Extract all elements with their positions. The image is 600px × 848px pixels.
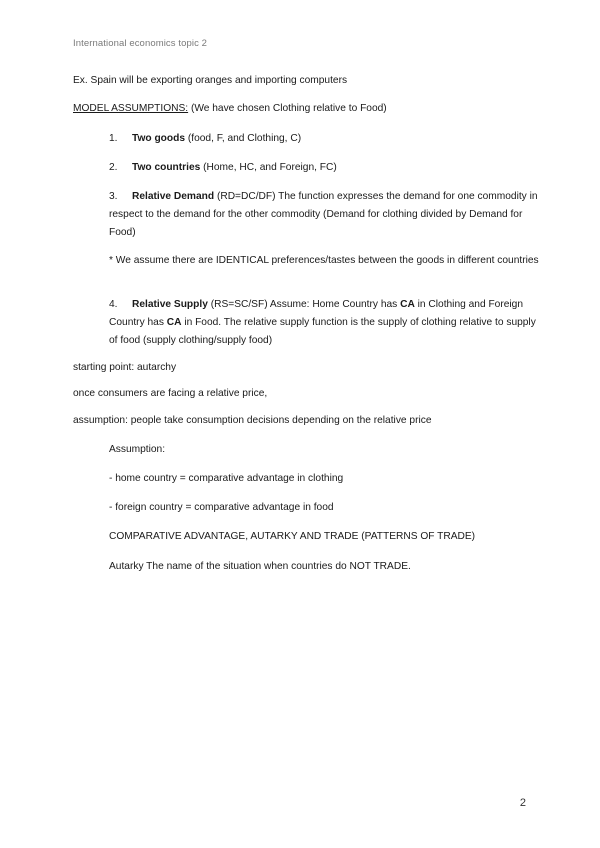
- item-text: (RD=DC/DF) The function expresses the demand for one commodity in respect to the demand for the other commodity (Demand for clothing divided by Demand for Food): [109, 191, 538, 238]
- item-text: (food, F, and Clothing, C): [185, 133, 302, 144]
- ca-abbrev: CA: [166, 317, 182, 328]
- section-heading: COMPARATIVE ADVANTAGE, AUTARKY AND TRADE (PATTERNS OF TRADE): [109, 531, 476, 542]
- item-number: 4.: [109, 299, 118, 310]
- assumptions-heading-label: MODEL ASSUMPTIONS:: [73, 103, 189, 114]
- ca-abbrev: CA: [400, 299, 415, 310]
- indented-line: Assumption:: [109, 444, 166, 455]
- identical-preferences-note: * We assume there are IDENTICAL preferences/tastes between the goods in different countries: [109, 255, 539, 266]
- item-text-b: in Clothing and Foreign Country has: [109, 299, 523, 328]
- intro-line: Ex. Spain will be exporting oranges and importing computers: [73, 75, 348, 86]
- assumptions-heading: [73, 100, 387, 118]
- page-number: 2: [519, 797, 526, 809]
- item-title: Two goods: [132, 133, 186, 144]
- indented-line: Autarky The name of the situation when countries do NOT TRADE.: [109, 561, 411, 572]
- assumptions-heading-note: (We have chosen Clothing relative to Food): [188, 103, 387, 114]
- indented-line: - home country = comparative advantage in clothing: [109, 473, 344, 484]
- assumption-item-3: [109, 188, 539, 242]
- assumption-item-2: [109, 159, 337, 177]
- item-number: 2.: [109, 162, 118, 173]
- item-text-a: (RS=SC/SF) Assume: Home Country has: [207, 299, 401, 310]
- item-text-c: in Food. The relative supply function is the supply of clothing relative to supply of food (supply clothing/supply food): [109, 317, 536, 346]
- item-number: 1.: [109, 133, 118, 144]
- running-header: International economics topic 2: [73, 38, 208, 49]
- assumption-item-4: [109, 296, 539, 350]
- indented-line: - foreign country = comparative advantage in food: [109, 502, 334, 513]
- body-line: starting point: autarchy: [73, 362, 177, 373]
- item-number: 3.: [109, 191, 118, 202]
- body-line: once consumers are facing a relative price,: [73, 388, 268, 399]
- assumption-item-1: [109, 130, 301, 148]
- item-title: Relative Demand: [132, 191, 215, 202]
- item-title: Relative Supply: [132, 299, 208, 310]
- item-title: Two countries: [132, 162, 201, 173]
- item-text: (Home, HC, and Foreign, FC): [200, 162, 337, 173]
- body-line: assumption: people take consumption decisions depending on the relative price: [73, 415, 432, 426]
